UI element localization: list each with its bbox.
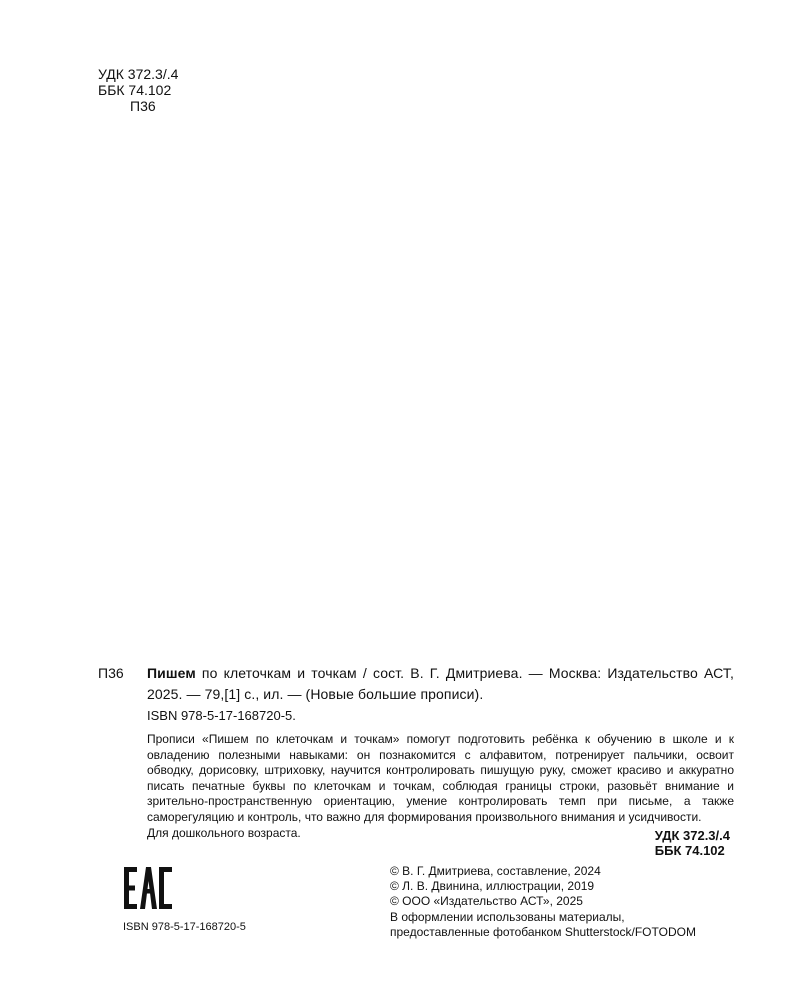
copyright-credits	[390, 864, 696, 940]
top-bbk: ББК 74.102	[98, 82, 172, 98]
credit-stock-source: предоставленные фотобанком Shutterstock/FOTODOM	[390, 924, 696, 939]
credit-publisher: © ООО «Издательство АСТ», 2025	[390, 894, 583, 909]
eac-icon	[124, 867, 172, 909]
bibliographic-description	[147, 663, 734, 705]
top-author-mark: П36	[130, 98, 156, 114]
catalog-bbk: ББК 74.102	[654, 843, 725, 858]
catalog-isbn: ISBN 978-5-17-168720-5.	[147, 708, 296, 723]
credit-stock-note: В оформлении использованы материалы,	[390, 909, 625, 924]
book-title: Пишем	[147, 665, 196, 681]
top-classification-codes	[98, 66, 178, 114]
credit-compiler: © В. Г. Дмитриева, составление, 2024	[390, 864, 601, 878]
top-udk: УДК 372.3/.4	[98, 66, 179, 82]
credit-illustrator: © Л. В. Двинина, иллюстрации, 2019	[390, 879, 595, 894]
bibliographic-details: по клеточкам и точкам / сост. В. Г. Дмитриева. — Москва: Издательство АСТ, 2025. — 79,[1] с., ил. — (Новые большие прописи).	[147, 665, 734, 702]
catalog-author-mark: П36	[98, 665, 124, 681]
catalog-classification-codes	[655, 828, 730, 858]
catalog-udk: УДК 372.3/.4	[654, 828, 730, 843]
audience-note: Для дошкольного возраста.	[147, 825, 301, 840]
catalog-record	[98, 663, 734, 841]
book-annotation: Прописи «Пишем по клеточкам и точкам» помогут подготовить ребёнка к обучению в школе и к овладению полезными навыками: он познакомится с алфавитом, потренирует пальчики, освоит обводку, дорисовку, штриховку, научится контролировать пишущую руку, сможет красиво и аккуратно писать печатные буквы по клеточкам и точкам, соблюдая границы строки, разовьёт внимание и зрительно-пространственную ориентацию, умение контролировать темп при письме, а также саморегуляцию и контроль, что важно для формирования произвольного внимания и усидчивости.	[147, 732, 734, 824]
footer-isbn: ISBN 978-5-17-168720-5	[123, 921, 246, 933]
